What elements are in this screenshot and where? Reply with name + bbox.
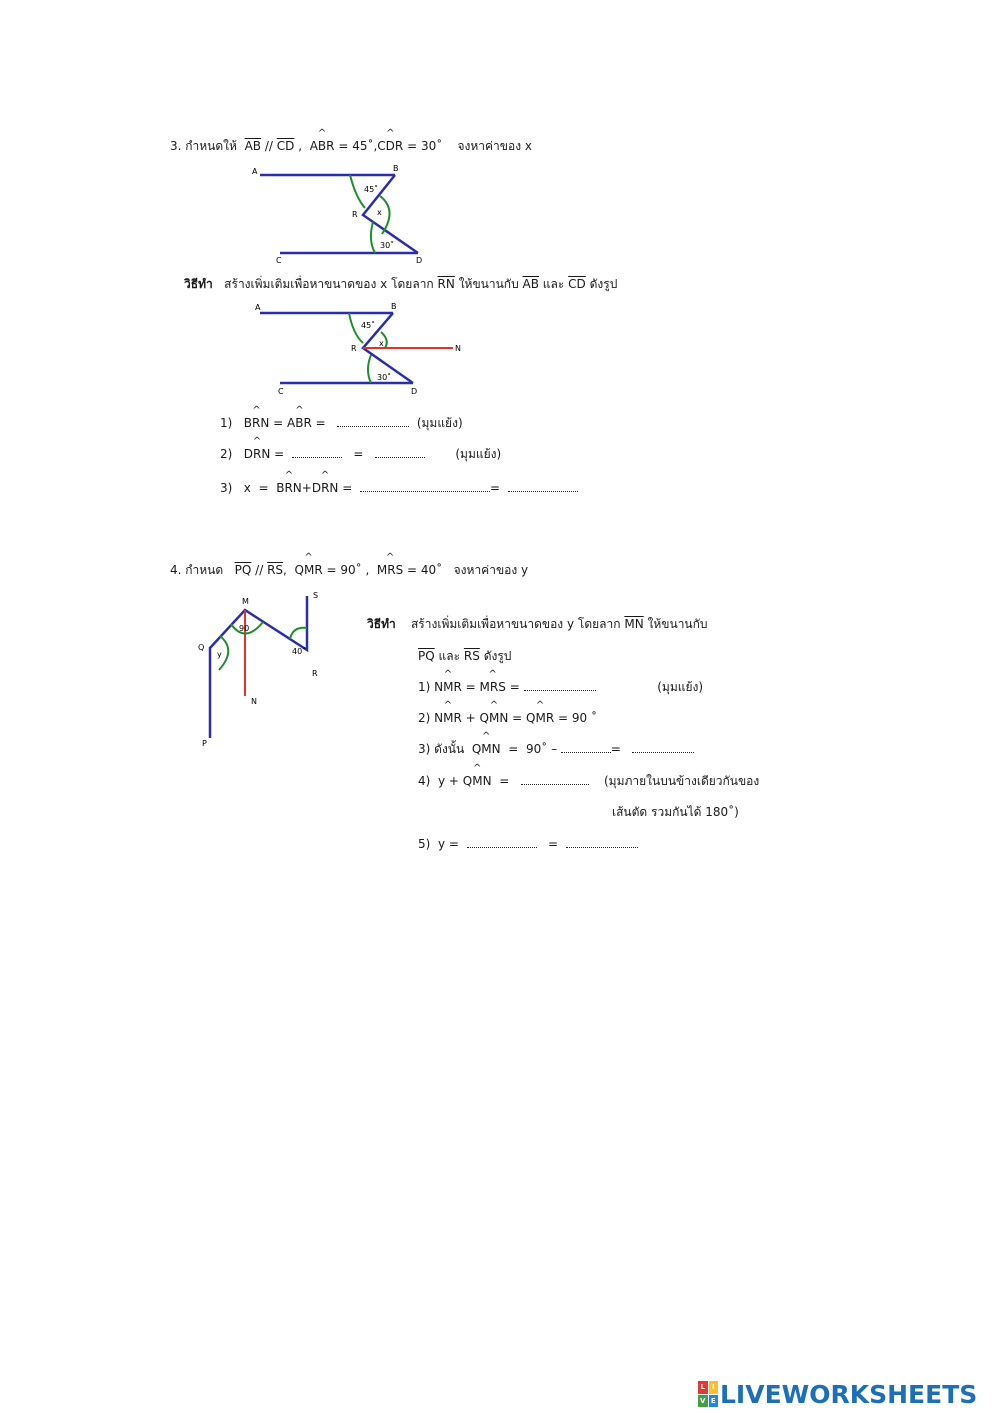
variable-x: x [243,481,251,495]
step-number: 1) [220,416,233,430]
angle-brn: ^ BRN [244,415,270,431]
text: จงหาค่าของ x [457,139,532,153]
problem4-step4 [418,773,759,789]
problem3-figure1 [240,160,440,270]
segment-rs: $\overline{RS}$ [463,649,480,663]
text: = 90˚ , [326,563,370,577]
step-number: 5) [418,837,431,851]
problem4-statement [170,562,528,578]
segment-cd: $\overline{CD}$ [568,277,586,291]
logo-badge-letter: I [709,1381,719,1394]
step-number: 3) [220,481,233,495]
solution-heading: วิธีทำ [184,277,213,291]
angle-nmr: ^ NMR [434,679,462,695]
angle-90-label: 90 [239,624,250,633]
label-a: A [252,167,258,176]
text: = 40˚ [407,563,443,577]
answer-blank[interactable] [467,837,537,848]
answer-blank[interactable] [508,481,578,492]
angle-30-label: 30˚ [380,241,395,250]
angle-abr: ^ ABR [287,415,312,431]
segment-ab: $\overline{AB}$ [244,139,262,153]
problem4-solution-line2 [418,648,511,664]
label-n: N [251,697,257,706]
text: = [508,742,519,756]
text: ให้ขนานกับ [458,277,519,291]
text: ดังรูป [483,649,512,663]
text: ดังนั้น [434,742,465,756]
text: 3. กำหนดให้ [170,139,237,153]
text: = [342,481,353,495]
label-b: B [393,164,399,173]
problem4-solution-line1 [367,616,708,632]
text: = [353,447,364,461]
text: และ [438,649,461,663]
label-r: R [351,344,357,353]
angle-x-label: x [377,208,382,217]
problem3-step3 [220,480,578,496]
reason-note: (มุมแย้ง) [455,447,502,461]
text: y + [437,774,459,788]
step-number: 2) [418,711,431,725]
text: = [274,447,285,461]
answer-blank[interactable] [566,837,638,848]
parallel-symbol: // [255,563,264,577]
label-d: D [416,256,423,265]
angle-qmn: ^ QMN [463,773,492,789]
answer-blank[interactable] [632,742,694,753]
problem4-figure [195,588,335,748]
angle-30-label: 30˚ [377,373,392,382]
logo-badge-letter: V [698,1395,708,1408]
text: สร้างเพิ่มเติมเพื่อหาขนาดของ y โดยลาก [410,617,621,631]
label-n: N [455,344,461,353]
segment-rs: $\overline{RS}$ [267,563,284,577]
segment-pq: $\overline{PQ}$ [418,649,435,663]
label-c: C [276,256,282,265]
answer-blank[interactable] [521,774,589,785]
angle-45-label: 45˚ [361,321,376,330]
text: = [548,837,559,851]
angle-drn: ^ DRN [312,480,339,496]
answer-blank[interactable] [337,416,409,427]
angle-qmr: ^ QMR [295,562,323,578]
label-b: B [391,302,397,311]
problem3-figure2 [245,298,475,398]
label-a: A [255,303,261,312]
text: = [465,680,476,694]
angle-drn: ^ DRN [244,446,271,462]
answer-blank[interactable] [292,447,342,458]
text: + [465,711,476,725]
angle-abr: ^ ABR [310,138,335,154]
problem3-step1 [220,415,463,431]
segment-ab: $\overline{AB}$ [522,277,539,291]
text: = [489,481,500,495]
answer-blank[interactable] [360,481,490,492]
text: = [258,481,269,495]
problem3-step2 [220,446,501,462]
label-r: R [352,210,358,219]
reason-note: เส้นตัด รวมกันได้ 180˚) [612,805,739,819]
problem4-step4-note2 [612,804,739,820]
text: = 45˚, [338,139,378,153]
angle-brn: ^ BRN [276,480,302,496]
step-number: 4) [418,774,431,788]
text: ดังรูป [589,277,618,291]
text: , [298,139,303,153]
text: = [273,416,284,430]
problem4-step5 [418,836,638,852]
problem4-step1 [418,679,703,695]
angle-y-label: y [217,650,222,659]
angle-x-label: x [379,339,384,348]
text: = 30˚ [407,139,443,153]
logo-text: LIVEWORKSHEETS [720,1379,978,1409]
angle-mrs: ^ MRS [480,679,506,695]
angle-40-label: 40˚ [292,647,307,656]
text: + [301,481,312,495]
text: 4. กำหนด [170,563,224,577]
angle-cdr: ^ CDR [377,138,403,154]
text: = [610,742,621,756]
reason-note: (มุมแย้ง) [657,680,704,694]
step-number: 2) [220,447,233,461]
label-d: D [411,387,418,396]
angle-qmr: ^ QMR [526,710,554,726]
segment-rn: $\overline{RN}$ [437,277,455,291]
problem4-step3 [418,741,694,757]
segment-pq: $\overline{PQ}$ [234,563,252,577]
problem4-step2 [418,710,597,726]
reason-note: (มุมภายในบนข้างเดียวกันของ [603,774,760,788]
text: , [283,563,287,577]
answer-blank[interactable] [375,447,425,458]
logo-badge-icon [698,1381,718,1407]
angle-nmr: ^ NMR [434,710,462,726]
segment-cd: $\overline{CD}$ [276,139,295,153]
step-number: 1) [418,680,431,694]
text: = 90 ˚ [558,711,597,725]
text: = [315,416,326,430]
text: y = [437,837,459,851]
answer-blank[interactable] [524,680,596,691]
text: ให้ขนานกับ [647,617,708,631]
liveworksheets-logo [698,1378,977,1410]
logo-badge-letter: E [709,1395,719,1408]
answer-blank[interactable] [561,742,611,753]
problem3-statement [170,138,532,154]
text: = [512,711,523,725]
label-s: S [313,591,319,600]
text: จงหาค่าของ y [453,563,529,577]
segment-mn: $\overline{MN}$ [624,617,644,631]
text: = [509,680,520,694]
text: 90˚ – [525,742,558,756]
problem3-solution-line [184,276,617,292]
logo-badge-letter: L [698,1381,708,1394]
label-p: P [202,739,207,748]
text: = [499,774,510,788]
parallel-symbol: // [264,139,273,153]
reason-note: (มุมแย้ง) [416,416,463,430]
label-c: C [278,387,284,396]
label-m: M [242,597,249,606]
angle-45-label: 45˚ [364,185,379,194]
label-q: Q [198,643,205,652]
angle-qmn: ^ QMN [480,710,509,726]
angle-qmn: ^ QMN [472,741,501,757]
angle-mrs: ^ MRS [377,562,403,578]
label-r: R [312,669,318,678]
solution-heading: วิธีทำ [367,617,396,631]
text: สร้างเพิ่มเติมเพื่อหาขนาดของ x โดยลาก [224,277,434,291]
step-number: 3) [418,742,431,756]
text: และ [542,277,565,291]
